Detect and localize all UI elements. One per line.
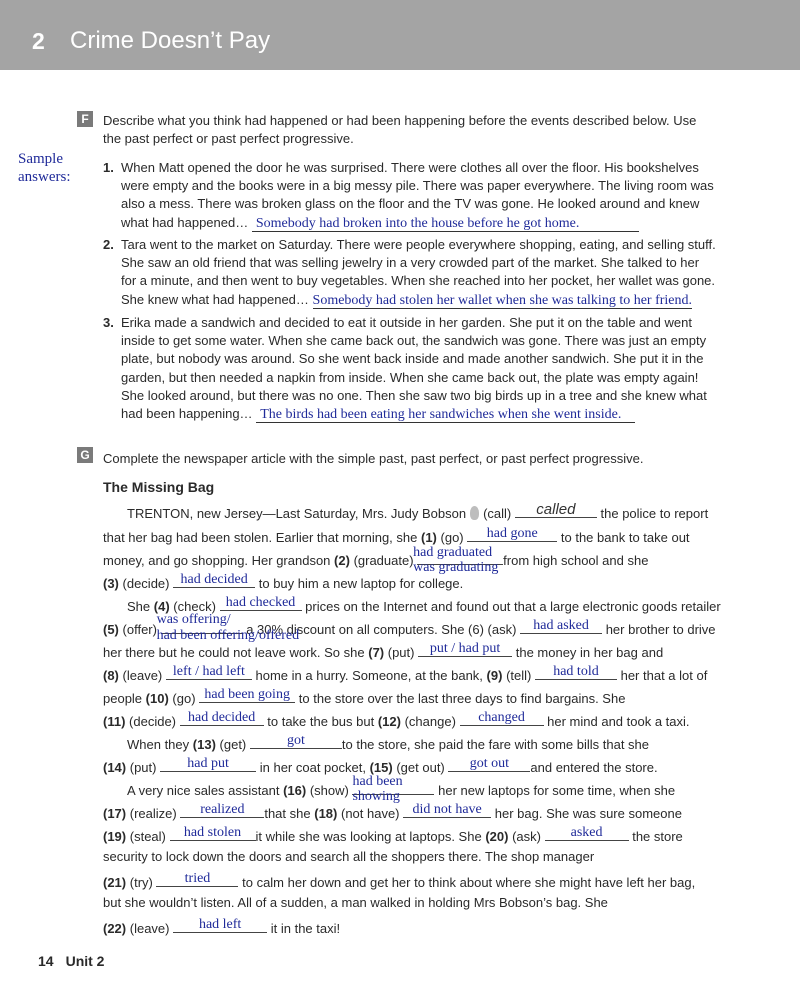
section-g-instruction: Complete the newspaper article with the simple past, past perfect, or past perfect progressive. bbox=[103, 451, 644, 466]
answer-blank-20[interactable]: asked bbox=[545, 826, 629, 841]
article-line: TRENTON, new Jersey—Last Saturday, Mrs. Judy Bobson (call) called the police to report bbox=[127, 501, 709, 521]
page-header bbox=[0, 0, 800, 70]
article-line: (22) (leave) had left it in the taxi! bbox=[103, 917, 341, 936]
answer-blank-22[interactable]: had left bbox=[173, 918, 267, 933]
section-f-instruction: Describe what you think had happened or had been happening before the events described below. Use the past perfect or past perfect progressive. bbox=[103, 113, 697, 146]
section-f-badge: F bbox=[77, 111, 93, 127]
answer-blank-12[interactable]: changed bbox=[460, 711, 544, 726]
answer-blank-14[interactable]: had put bbox=[160, 757, 256, 772]
item-3-answer[interactable]: The birds had been eating her sandwiches when she went inside. bbox=[256, 407, 635, 423]
answer-blank-21[interactable]: tried bbox=[156, 872, 238, 887]
article-line: (21) (try) tried to calm her down and get her to think about where she might have left her bag, bbox=[103, 871, 696, 890]
article-line: (11) (decide) had decided to take the bus but (12) (change) changed her mind and took a taxi. bbox=[103, 710, 690, 729]
answer-blank-18[interactable]: did not have bbox=[403, 803, 491, 818]
item-2-text: Tara went to the market on Saturday. There were people everywhere shopping, eating, and selling stuff. She saw an old friend that was selling jewelry in a very crowded part of the market. She talked to her for a minute, and then went to buy vegetables. When she reached into her pocket, her wallet was gone. She knew what had happened… Somebody had stolen her wallet when she was talking to her friend. bbox=[121, 237, 716, 308]
item-3-text: Erika made a sandwich and decided to eat it outside in her garden. She put it on the table and went inside to get some water. When she came back out, the sandwich was gone. There was just an empty plate, but nobody was around. So she went back inside and made another sandwich. She put it in the garden, but then needed a napkin from inside. When she came back out, the plate was empty again! She looked around, but there was no one. Then she saw two big birds up in a tree and she knew what had been happening… The birds had been eating her sandwiches when she went inside. bbox=[121, 315, 707, 423]
answer-blank-9[interactable]: had told bbox=[535, 665, 617, 680]
answer-blank-15[interactable]: got out bbox=[448, 757, 530, 772]
answer-blank-1[interactable]: had gone bbox=[467, 527, 557, 542]
page-number: 14 bbox=[38, 953, 54, 969]
item-1-answer[interactable]: Somebody had broken into the house before he got home. bbox=[252, 216, 639, 232]
item-2-answer[interactable]: Somebody had stolen her wallet when she was talking to her friend. bbox=[312, 292, 693, 308]
answer-blank-19[interactable]: had stolen bbox=[170, 826, 256, 841]
answer-blank-11[interactable]: had decided bbox=[180, 711, 264, 726]
answer-blank-8[interactable]: left / had left bbox=[166, 665, 252, 680]
article-line: (14) (put) had put in her coat pocket, (15) (get out) got out and entered the store. bbox=[103, 756, 658, 775]
article-line: (3) (decide) had decided to buy him a new laptop for college. bbox=[103, 572, 464, 591]
article-line: but she wouldn’t listen. All of a sudden, a man walked in holding Mrs Bobson’s bag. She bbox=[103, 895, 608, 910]
answer-blank-5[interactable]: was offering/ had been offering/offered bbox=[156, 612, 300, 643]
article-line: When they (13) (get) got to the store, she paid the fare with some bills that she bbox=[127, 733, 650, 752]
item-number: 2. bbox=[103, 237, 114, 252]
item-number: 3. bbox=[103, 315, 114, 330]
page-footer bbox=[38, 953, 116, 969]
answer-blank-7[interactable]: put / had put bbox=[418, 642, 512, 657]
sample-answers-label: Sample answers: bbox=[18, 151, 71, 185]
unit-title: Crime Doesn’t Pay bbox=[70, 27, 271, 54]
unit-number: 2 bbox=[32, 28, 45, 54]
article-line: (5) (offer) was offering/ had been offering/offered a 30% discount on all computers. She (6) (ask) had asked her brother to drive bbox=[103, 612, 716, 643]
item-1-text: When Matt opened the door he was surprised. There were clothes all over the floor. His bookshelves were empty and the books were in a big messy pile. There was paper everywhere. The living room was also a mess. There was broken glass on the floor and the TV was gone. He looked around and knew what had happened… Somebody had broken into the house before he got home. bbox=[121, 160, 714, 231]
article-line: money, and go shopping. Her grandson (2) (graduate) had graduated was graduating from high school and she bbox=[103, 545, 649, 575]
article-line: She (4) (check) had checked prices on the Internet and found out that a large electronic goods retailer bbox=[127, 595, 721, 614]
answer-blank-4[interactable]: had checked bbox=[220, 596, 302, 611]
article-title: The Missing Bag bbox=[103, 479, 215, 495]
article-line: A very nice sales assistant (16) (show) had been showing her new laptops for some time, when she bbox=[127, 774, 676, 804]
answer-blank-3[interactable]: had decided bbox=[173, 573, 255, 588]
section-g-badge: G bbox=[77, 447, 93, 463]
footer-unit: Unit 2 bbox=[65, 953, 105, 969]
answer-blank-10[interactable]: had been going bbox=[199, 688, 295, 703]
lightbulb-icon bbox=[470, 506, 479, 520]
example-blank: called bbox=[515, 503, 597, 518]
answer-blank-2[interactable]: had graduated was graduating bbox=[417, 550, 503, 565]
article-line: her there but he could not leave work. So she (7) (put) put / had put the money in her bag and bbox=[103, 641, 664, 660]
answer-blank-13[interactable]: got bbox=[250, 734, 342, 749]
article-line: people (10) (go) had been going to the store over the last three days to find bargains. She bbox=[103, 687, 626, 706]
article-line: security to lock down the doors and search all the shoppers there. The shop manager bbox=[103, 849, 595, 864]
article-line: that her bag had been stolen. Earlier that morning, she (1) (go) had gone to the bank to take out bbox=[103, 526, 690, 545]
answer-blank-17[interactable]: realized bbox=[180, 803, 264, 818]
item-number: 1. bbox=[103, 160, 114, 175]
article-line: (8) (leave) left / had left home in a hurry. Someone, at the bank, (9) (tell) had told her that a lot of bbox=[103, 664, 708, 683]
answer-blank-16[interactable]: had been showing bbox=[352, 780, 434, 795]
article-line: (19) (steal) had stolen it while she was looking at laptops. She (20) (ask) asked the store bbox=[103, 825, 683, 844]
article-line: (17) (realize) realized that she (18) (not have) did not have her bag. She was sure someone bbox=[103, 802, 682, 821]
answer-blank-6[interactable]: had asked bbox=[520, 619, 602, 634]
